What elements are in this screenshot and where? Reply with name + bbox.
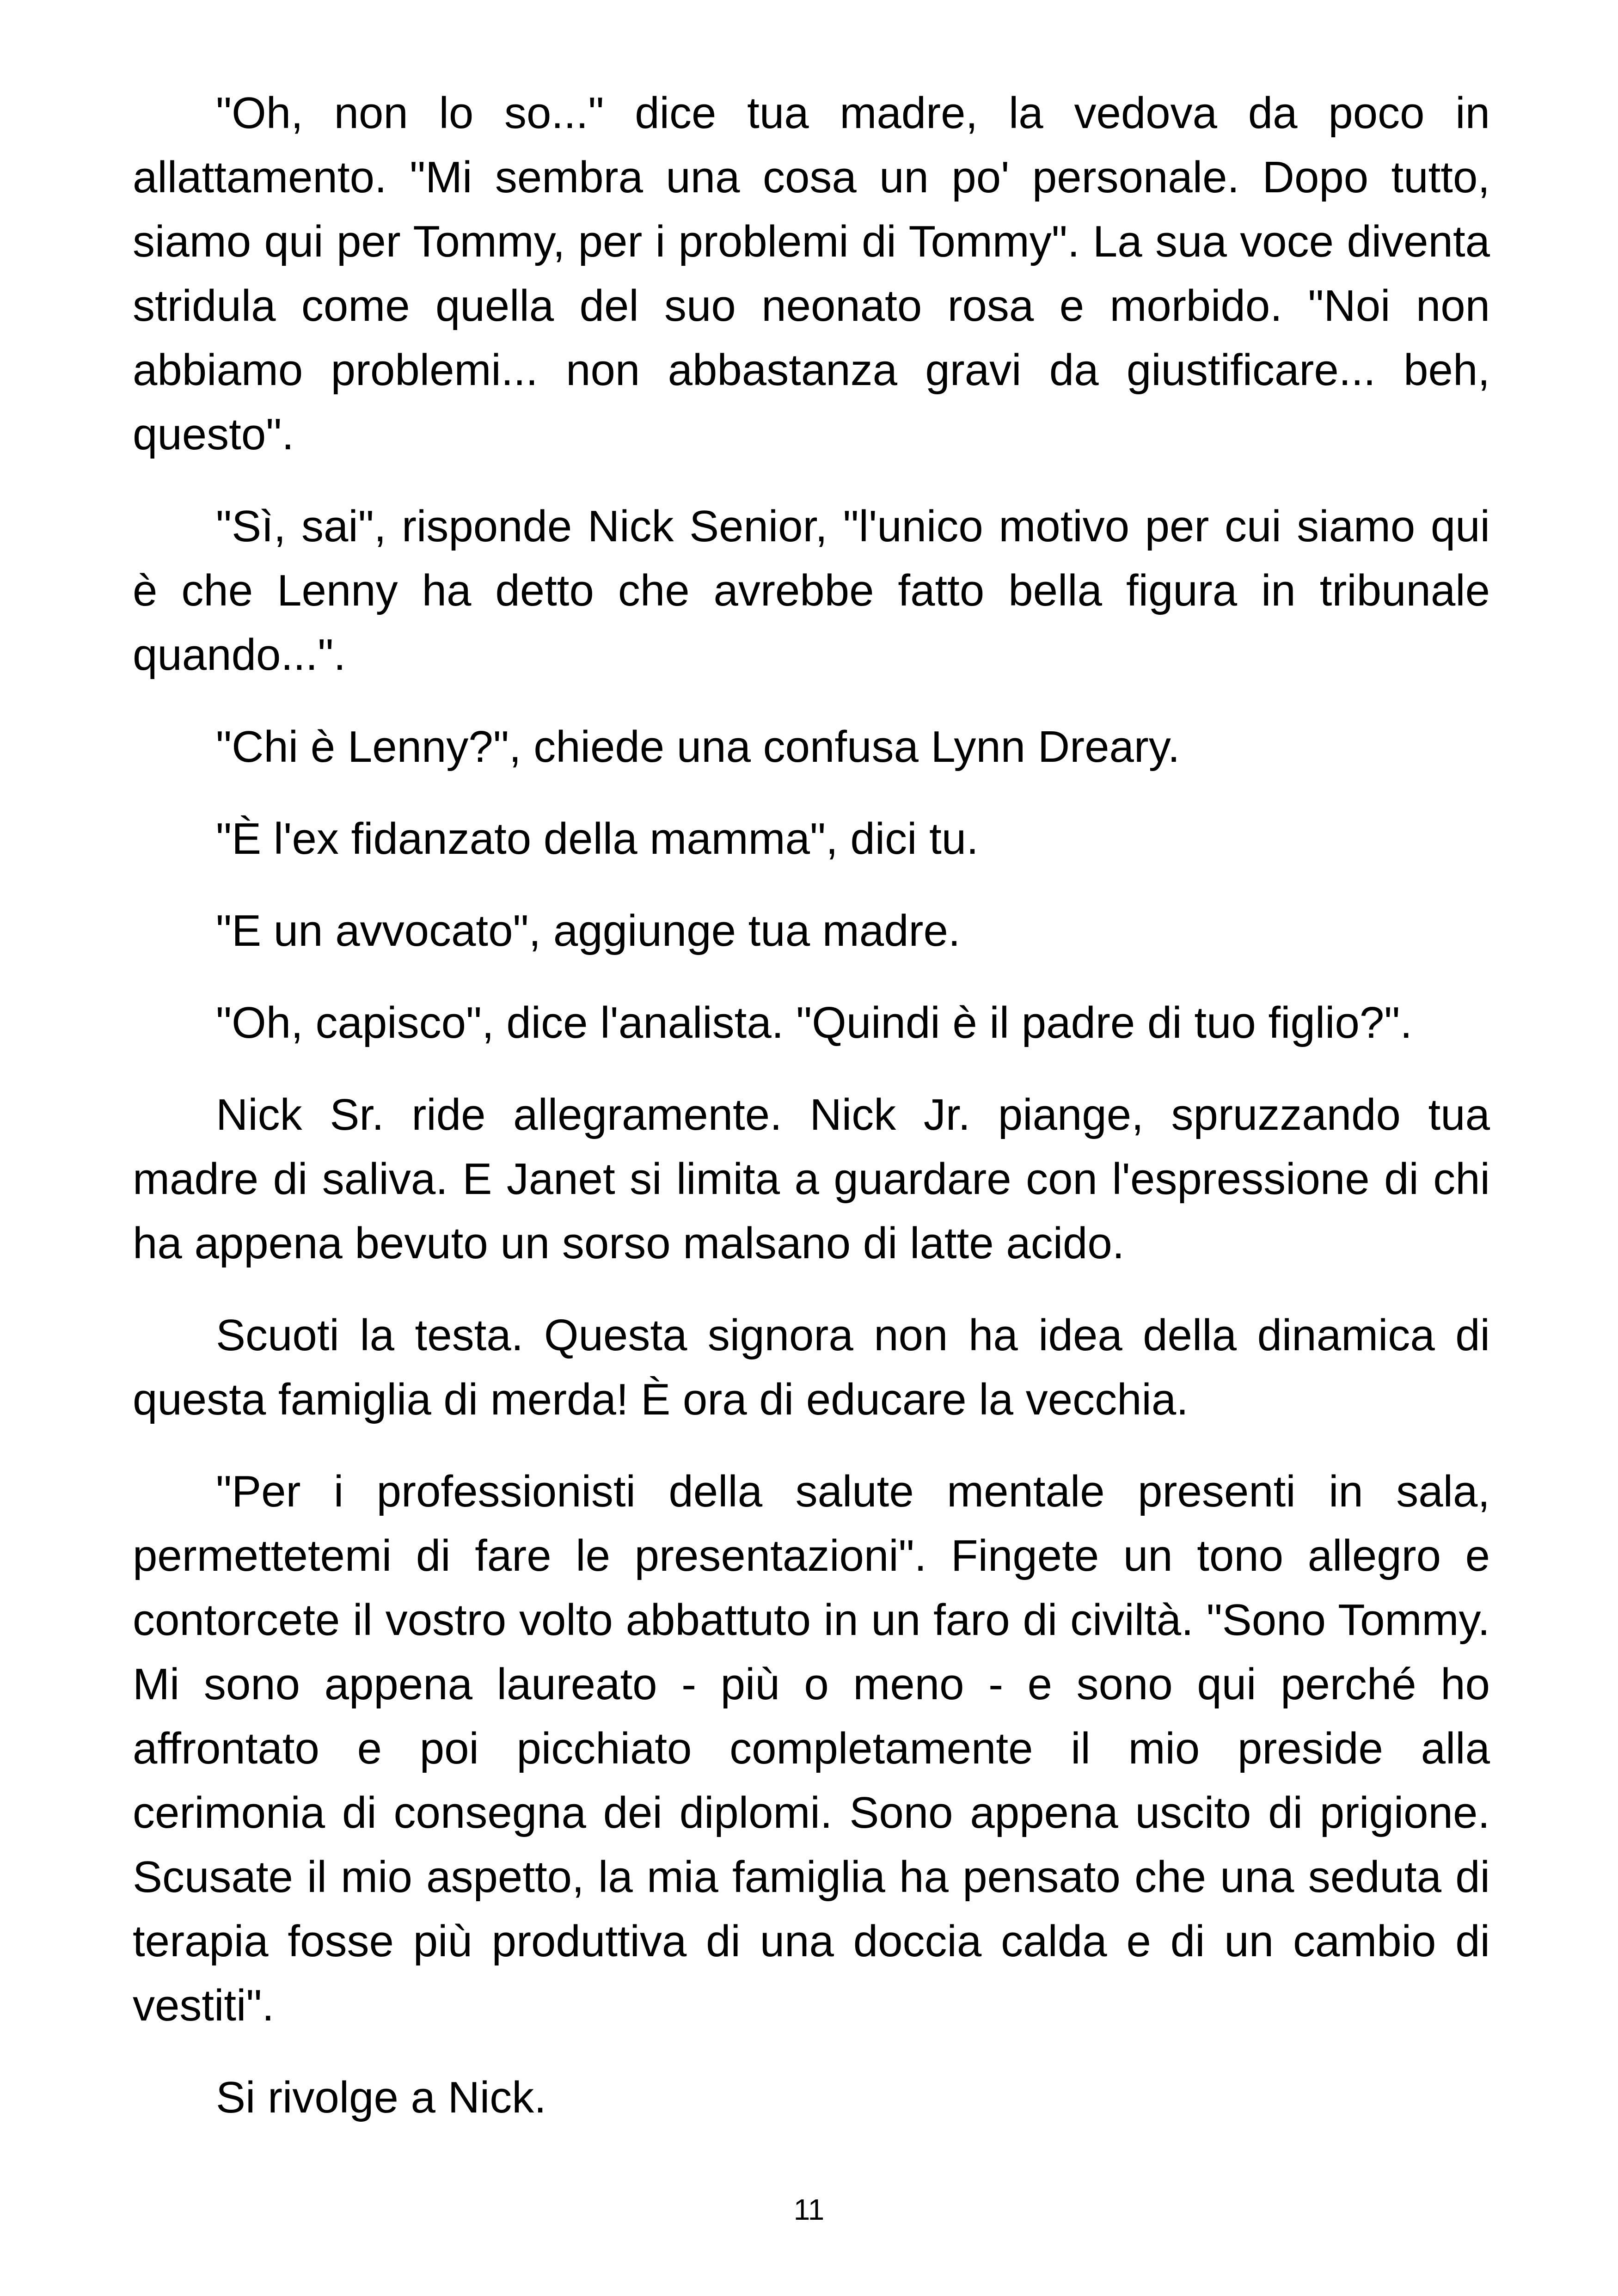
page-number: 11	[793, 2193, 825, 2226]
paragraph: "Chi è Lenny?", chiede una confusa Lynn Dreary.	[216, 722, 1180, 771]
paragraph: "Per i professionisti della salute mentale presenti in sala, permettetemi di fare le presentazioni". Fingete un tono allegro e contorcete il vostro volto abbattuto in un faro di civiltà. "Sono Tommy. Mi sono appena laureato - più o meno - e sono qui perché ho affrontato e poi picchiato completamente il mio preside alla cerimonia di consegna dei diplomi. Sono appena uscito di prigione. Scusate il mio aspetto, la mia famiglia ha pensato che una seduta di terapia fosse più produttiva di una doccia calda e di un cambio di vestiti".	[133, 1467, 1490, 2030]
paragraph: Nick Sr. ride allegramente. Nick Jr. piange, spruzzando tua madre di saliva. E Janet si limita a guardare con l'espressione di chi ha appena bevuto un sorso malsano di latte acido.	[133, 1090, 1490, 1268]
paragraph: "Oh, non lo so..." dice tua madre, la vedova da poco in allattamento. "Mi sembra una cosa un po' personale. Dopo tutto, siamo qui per Tommy, per i problemi di Tommy". La sua voce diventa stridula come quella del suo neonato rosa e morbido. "Noi non abbiamo problemi... non abbastanza gravi da giustificare... beh, questo".	[133, 88, 1490, 459]
paragraph: "Oh, capisco", dice l'analista. "Quindi è il padre di tuo figlio?".	[216, 998, 1413, 1047]
paragraph: "Sì, sai", risponde Nick Senior, "l'unico motivo per cui siamo qui è che Lenny ha detto che avrebbe fatto bella figura in tribunale quando...".	[133, 502, 1490, 680]
paragraph: "E un avvocato", aggiunge tua madre.	[216, 906, 961, 955]
paragraph: "È l'ex fidanzato della mamma", dici tu.	[216, 814, 979, 863]
paragraph: Scuoti la testa. Questa signora non ha idea della dinamica di questa famiglia di merda! È ora di educare la vecchia.	[133, 1310, 1490, 1424]
body-text	[133, 81, 1490, 2157]
paragraph: Si rivolge a Nick.	[216, 2073, 546, 2122]
